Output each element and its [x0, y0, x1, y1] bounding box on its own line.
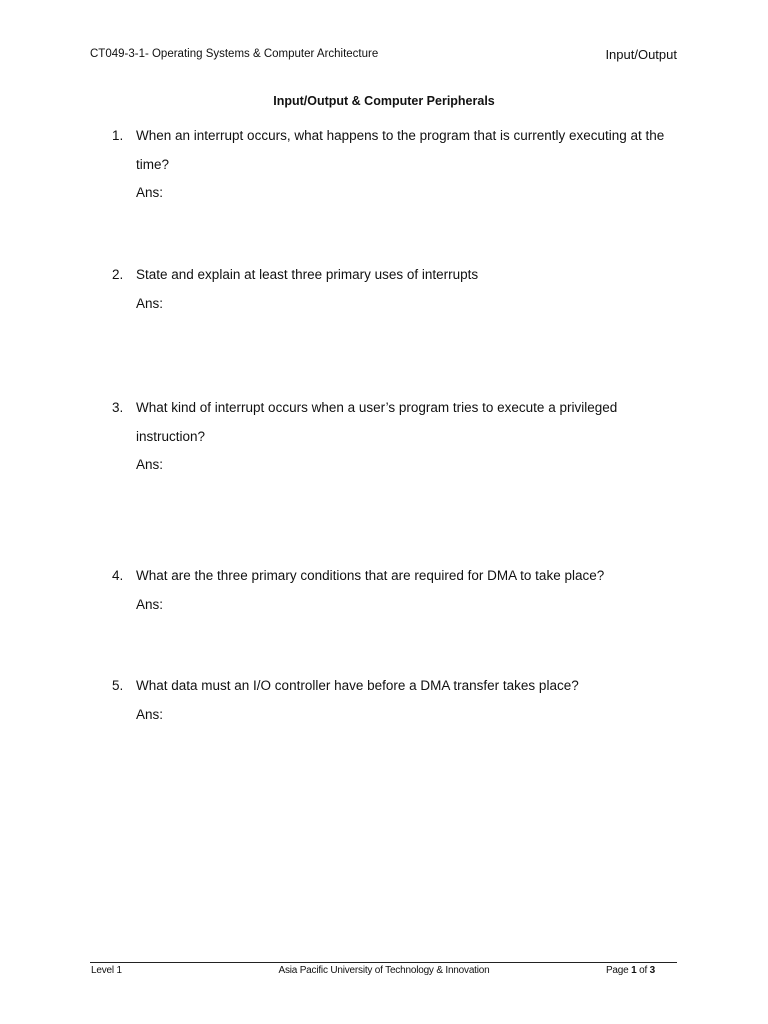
- question-text: What are the three primary conditions that are required for DMA to take place?: [136, 568, 605, 583]
- question-item: [112, 122, 682, 208]
- question-number: 4.: [112, 568, 124, 583]
- question-item: [112, 562, 682, 619]
- question-number: 1.: [112, 128, 124, 143]
- footer-page-word: Page: [605, 965, 629, 976]
- answer-label: Ans:: [136, 706, 164, 722]
- footer-divider: [90, 962, 677, 963]
- header-course: CT049-3-1- Operating Systems & Computer Architecture: [90, 48, 379, 60]
- answer-label: Ans:: [136, 457, 164, 472]
- footer-page-number: [606, 965, 655, 976]
- answer-label: Ans:: [136, 295, 164, 311]
- footer-institution: Asia Pacific University of Technology & Innovation: [278, 965, 490, 976]
- question-item: [112, 394, 682, 480]
- question-text: State and explain at least three primary uses of interrupts: [136, 267, 479, 282]
- footer-page-current: 1: [631, 965, 637, 976]
- question-number: 2.: [112, 267, 124, 282]
- question-text: What kind of interrupt occurs when a user’s program tries to execute a privileged instruction?: [136, 400, 618, 444]
- question-item: [112, 672, 682, 729]
- question-text: When an interrupt occurs, what happens to the program that is currently executing at the time?: [136, 128, 665, 172]
- footer-page-total: 3: [649, 965, 655, 976]
- answer-label: Ans:: [136, 185, 164, 200]
- question-text: What data must an I/O controller have before a DMA transfer takes place?: [136, 678, 579, 693]
- footer-level: Level 1: [91, 965, 122, 976]
- question-item: [112, 261, 682, 318]
- answer-label: Ans:: [136, 596, 164, 612]
- question-number: 5.: [112, 678, 124, 693]
- header-topic: Input/Output: [605, 47, 677, 62]
- page-title: Input/Output & Computer Peripherals: [273, 94, 495, 108]
- question-number: 3.: [112, 400, 124, 415]
- footer-page-of: of: [639, 965, 648, 976]
